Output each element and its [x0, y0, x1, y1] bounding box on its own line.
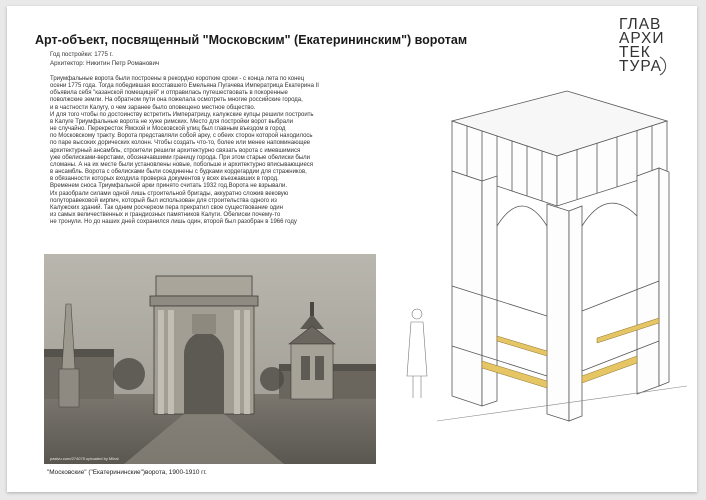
text-line: из самых величественных и грандиозных памятников Калуги. Обелиски почему-то [50, 211, 281, 218]
text-line: уже обелисками-верстами, обозначавшими границу города. При этом старые обелиски были [50, 154, 311, 161]
text-line: не тронули. Но до наших дней сохранился лишь один, второй был разобран в 1966 году [50, 219, 297, 226]
architect-name: Архитектор: Никитин Петр Романович [50, 60, 160, 67]
text-line: Триумфальные ворота были построены в рекордно короткие сроки - с конца лета по конец [50, 76, 305, 82]
text-line: Калужских зданий. Так одним росчерком пера прекратил свое существование один [50, 204, 283, 211]
text-line: в Калуге Триумфальные ворота не хуже римских. Место для постройки ворот выбрали [50, 118, 293, 125]
text-line: архитектурный ансамбль, строители решили архитектурно связать ворота с имевшимися [50, 147, 301, 154]
human-scale-figure-icon [407, 309, 427, 398]
text-line: не случайно. Перекресток Ямской и Московской улиц был главным въездом в город [50, 126, 286, 133]
document-sheet [7, 6, 697, 492]
logo-arc-icon [657, 55, 679, 77]
page-title: Арт-объект, посвященный "Московским" (Екатерининским") воротам [35, 33, 468, 47]
historic-gate-photo-image [44, 254, 376, 464]
photo-caption: "Московские" ("Екатерининские")ворота, 1900-1910 гг. [47, 469, 207, 476]
logo-line: ГЛАВ [619, 16, 662, 33]
text-line: И для того чтобы по достоинству встретить Императрицу, калужские купцы решили построить [50, 111, 314, 118]
text-line: осени 1775 года. Тогда победившая восставшего Емельяна Пугачева Императрица Екатерина II [50, 83, 319, 90]
text-line: в обязанности которых входила проверка документов у всех въезжавших в город. [50, 176, 279, 183]
text-line: сломаны. А на их месте были установлены новые, побольше и архитектурно вписывающиеся [50, 161, 314, 168]
logo-line: ТЕК [619, 44, 651, 61]
history-text [50, 76, 390, 226]
logo-line: АРХИ [619, 30, 665, 47]
logo-line: ТУРА [619, 58, 662, 75]
text-line: полуторавековой кирпич, который был использован для строительства одного из [50, 197, 277, 204]
construction-year: Год постройки: 1775 г. [50, 51, 113, 58]
text-line: Временем сноса Триумфальной арки принято считать 1932 год.Ворота не взрывали. [50, 183, 288, 190]
wooden-gate-sketch-image [397, 86, 692, 426]
photo-credit: pastvu.com/274075 uploaded by Mihai [50, 456, 119, 461]
text-line: по Московскому тракту. Ворота представляли собой арку, с обеих сторон которой находилось [50, 133, 313, 140]
text-line: Их разобрали силами одной лишь строительной бригады, аккуратно сложив вековую [50, 190, 289, 197]
text-line: поволжские земли. На обратном пути она пожелала осмотреть многие российские города, [50, 97, 303, 104]
text-line: объявила себя "казанской помещицей" и отправилась путешествовать в покоренные [50, 90, 288, 97]
text-line: в ансамбль. Ворота с обелисками были соединены с будками кордегардии для стражников, [50, 169, 307, 176]
historic-photo [44, 254, 376, 464]
art-object-drawing [397, 86, 692, 426]
text-line: по паре высоких дорических колонн. Чтобы создать что-то, более или менее напоминающее [50, 140, 311, 147]
glavarkhitektura-logo [619, 18, 679, 74]
text-line: и в частности Калугу, о чем заранее было оповещено местное общество. [50, 104, 256, 111]
